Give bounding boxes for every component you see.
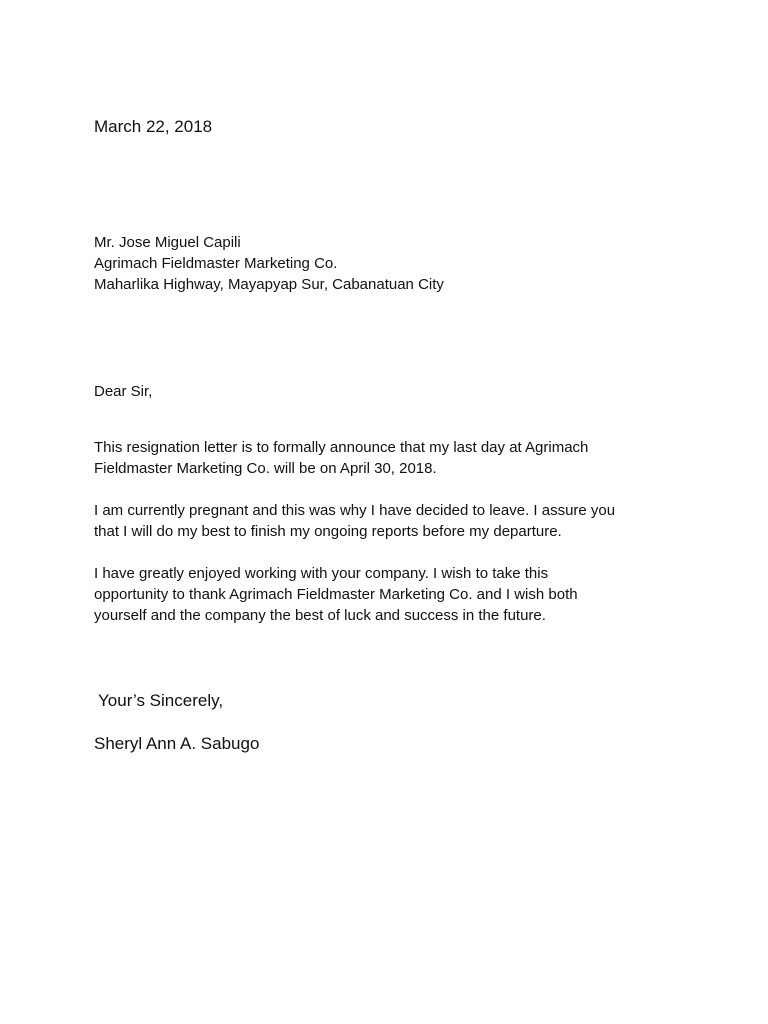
recipient-company: Agrimach Fieldmaster Marketing Co. [94,255,338,272]
signature-name: Sheryl Ann A. Sabugo [94,734,260,753]
paragraph-line: opportunity to thank Agrimach Fieldmaster Marketing Co. and I wish both [94,586,578,603]
paragraph-line: Fieldmaster Marketing Co. will be on April 30, 2018. [94,460,437,477]
paragraph-line: This resignation letter is to formally announce that my last day at Agrimach [94,439,589,456]
closing: Your’s Sincerely, [98,691,224,710]
salutation: Dear Sir, [94,383,153,400]
paragraph-line: yourself and the company the best of luck and success in the future. [94,607,546,624]
letter-date: March 22, 2018 [94,117,213,136]
recipient-name: Mr. Jose Miguel Capili [94,234,241,251]
recipient-address: Maharlika Highway, Mayapyap Sur, Cabanatuan City [94,276,444,293]
paragraph-line: that I will do my best to finish my ongoing reports before my departure. [94,523,562,540]
paragraph-line: I have greatly enjoyed working with your company. I wish to take this [94,565,549,582]
paragraph-line: I am currently pregnant and this was why I have decided to leave. I assure you [94,502,616,519]
